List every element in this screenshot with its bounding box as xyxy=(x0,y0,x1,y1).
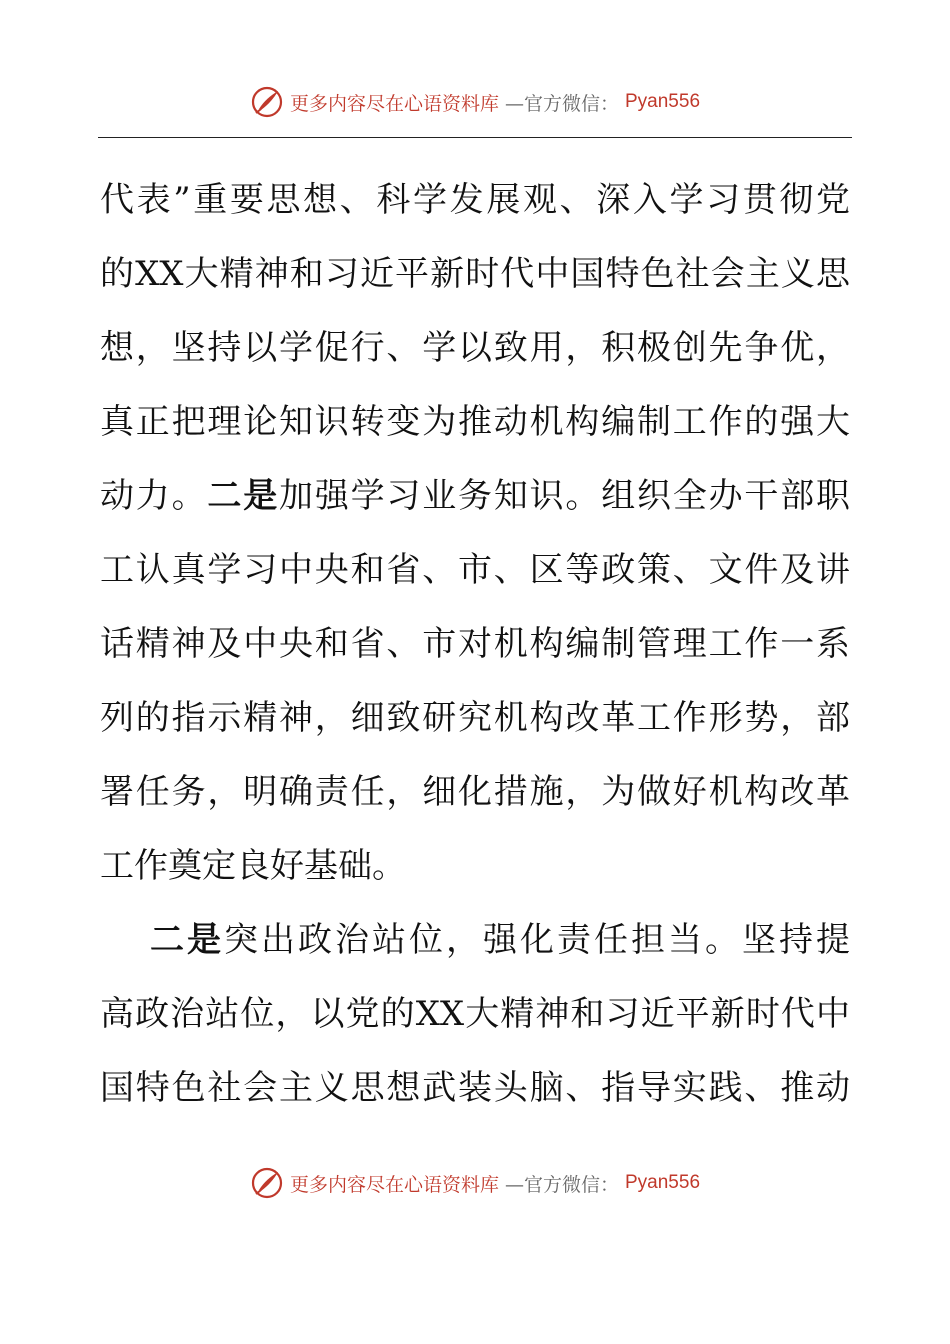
watermark-wechat-label: —官方微信： xyxy=(504,92,619,115)
text-line: 列的指示精神，细致研究机构改革工作形势，部 xyxy=(100,698,850,738)
text-line: 国特色社会主义思想武装头脑、指导实践、推动 xyxy=(100,1068,850,1108)
text-line: 代表”重要思想、科学发展观、深入学习贯彻党 xyxy=(100,180,850,220)
header-watermark xyxy=(0,82,950,122)
text-line: 高政治站位，以党的XX大精神和习近平新时代中 xyxy=(100,994,850,1034)
footer-watermark xyxy=(0,1163,950,1203)
watermark-wechat-id: Pyan556 xyxy=(625,91,701,112)
bold-heading-marker: 二是 xyxy=(150,920,224,960)
document-body xyxy=(100,163,850,1125)
text-line: 的XX大精神和习近平新时代中国特色社会主义思 xyxy=(100,254,850,294)
quill-circle-icon xyxy=(250,85,284,119)
text-line: 署任务，明确责任，细化措施，为做好机构改革 xyxy=(100,772,850,812)
text-span: 动力。 xyxy=(100,476,208,516)
text-line: 工认真学习中央和省、市、区等政策、文件及讲 xyxy=(100,550,850,590)
text-line xyxy=(100,903,850,977)
bold-heading-marker: 二是 xyxy=(207,476,280,516)
text-line: 真正把理论知识转变为推动机构编制工作的强大 xyxy=(100,402,850,442)
text-span: 加强学习业务知识。组织全办干部职 xyxy=(279,476,850,516)
watermark-site-text: 更多内容尽在心语资料库 xyxy=(289,1173,499,1196)
watermark-wechat-id: Pyan556 xyxy=(625,1172,701,1193)
text-line: 想，坚持以学促行、学以致用，积极创先争优， xyxy=(100,328,850,368)
text-line xyxy=(100,459,850,533)
header-divider xyxy=(98,137,852,138)
quill-circle-icon xyxy=(250,1166,284,1200)
watermark-site-text: 更多内容尽在心语资料库 xyxy=(289,92,499,115)
watermark-wechat-label: —官方微信： xyxy=(504,1173,619,1196)
text-line: 话精神及中央和省、市对机构编制管理工作一系 xyxy=(100,624,850,664)
text-span: 突出政治站位，强化责任担当。坚持提 xyxy=(224,920,850,960)
text-line: 工作奠定良好基础。 xyxy=(100,846,406,886)
